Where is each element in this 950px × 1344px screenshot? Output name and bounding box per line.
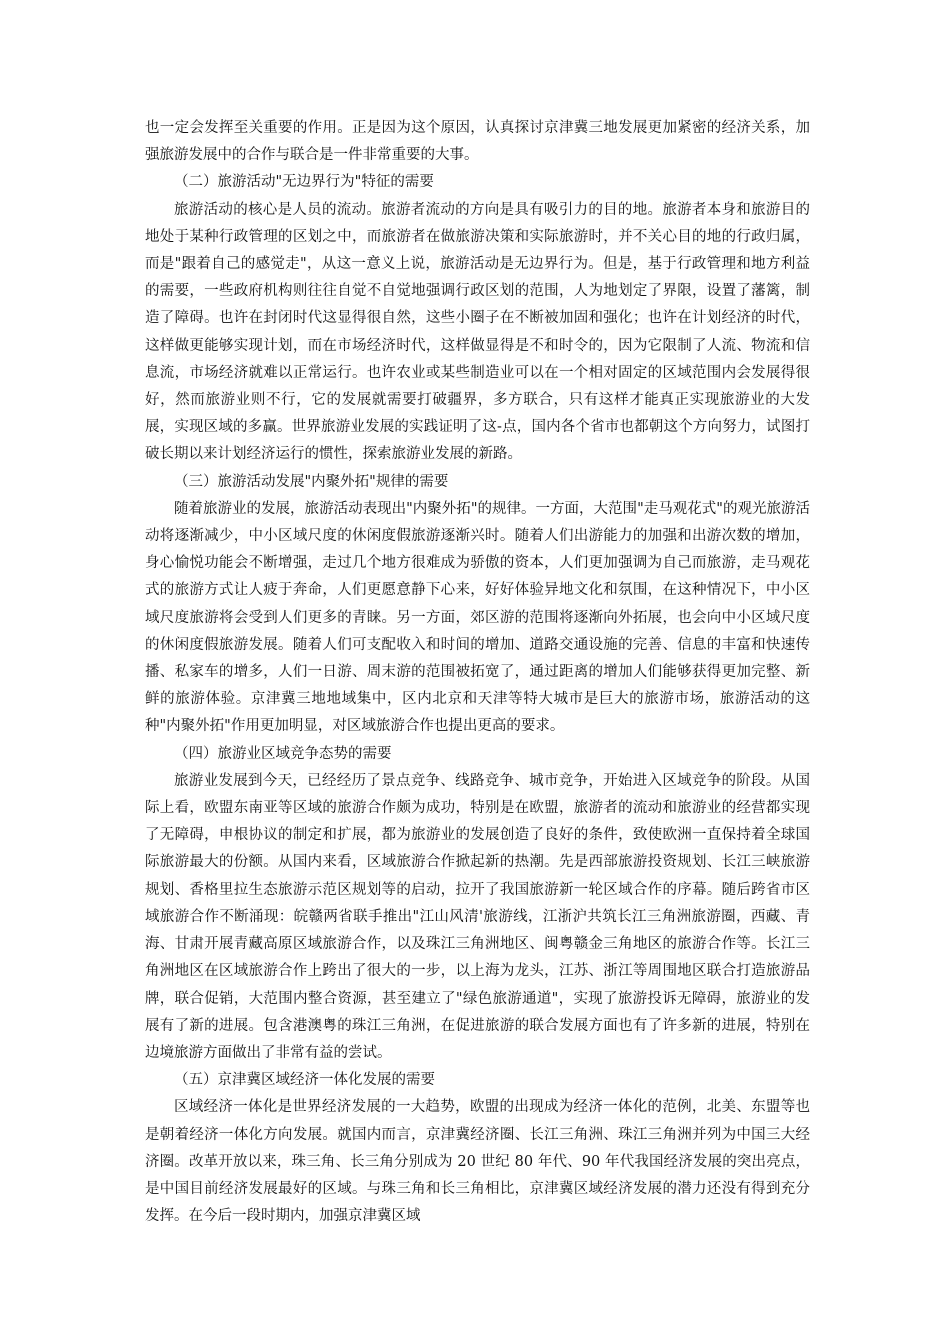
body-paragraph: 区域经济一体化是世界经济发展的一大趋势，欧盟的出现成为经济一体化的范例，北美、东盟等也是朝着经济一体化方向发展。就国内而言，京津冀经济圈、长江三角洲、珠江三角洲并列为中国三大经济圈。改革开放以来，珠三角、长三角分别成为 20 世纪 80 年代、90 年代我国经济发展的突出亮点，是中国目前经济发展最好的区域。与珠三角和长三角相比，京津冀区域经济发展的潜力还没有得到充分发挥。在今后一段时期内，加强京津冀区域 <box>145 1099 810 1225</box>
section-heading: （二）旅游活动"无边界行为"特征的需要 <box>174 174 434 191</box>
section-heading: （五）京津冀区域经济一体化发展的需要 <box>174 1072 435 1089</box>
body-paragraph: 旅游业发展到今天，已经经历了景点竞争、线路竞争、城市竞争，开始进入区域竞争的阶段。从国际上看，欧盟东南亚等区域的旅游合作颇为成功，特别是在欧盟，旅游者的流动和旅游业的经营都实现了无障碍，申根协议的制定和扩展，都为旅游业的发展创造了良好的条件，致使欧洲一直保持着全球国际旅游最大的份额。从国内来看，区域旅游合作掀起新的热潮。先是西部旅游投资规划、长江三峡旅游规划、香格里拉生态旅游示范区规划等的启动，拉开了我国旅游新一轮区域合作的序幕。随后跨省市区域旅游合作不断涌现：皖赣两省联手推出"江山风清'旅游线，江浙沪共筑长江三角洲旅游圈，西藏、青海、甘肃开展青藏高原区域旅游合作，以及珠江三角洲地区、闽粤赣金三角地区的旅游合作等。长江三角洲地区在区域旅游合作上跨出了很大的一步，以上海为龙头，江苏、浙江等周围地区联合打造旅游品牌，联合促销，大范围内整合资源，甚至建立了"绿色旅游通道"，实现了旅游投诉无障碍，旅游业的发展有了新的进展。包含港澳粤的珠江三角洲，在促进旅游的联合发展方面也有了许多新的进展，特别在边境旅游方面做出了非常有益的尝试。 <box>145 772 810 1061</box>
section-heading: （四）旅游业区域竞争态势的需要 <box>174 745 392 762</box>
section-heading: （三）旅游活动发展"内聚外拓"规律的需要 <box>174 473 449 490</box>
body-paragraph: 随着旅游业的发展，旅游活动表现出"内聚外拓"的规律。一方面，大范围"走马观花式"的观光旅游活动将逐渐减少，中小区域尺度的休闲度假旅游逐渐兴时。随着人们出游能力的加强和出游次数的增加，身心愉悦功能会不断增强，走过几个地方很难成为骄傲的资本，人们更加强调为自己而旅游，走马观花式的旅游方式让人疲于奔命，人们更愿意静下心来，好好体验异地文化和氛围，在这种情况下，中小区域尺度旅游将会受到人们更多的青睐。另一方面，郊区游的范围将逐渐向外拓展，也会向中小区域尺度的休闲度假旅游发展。随着人们可支配收入和时间的增加、道路交通设施的完善、信息的丰富和快速传播、私家车的增多，人们一日游、周末游的范围被拓宽了，通过距离的增加人们能够获得更加完整、新鲜的旅游体验。京津冀三地地域集中，区内北京和天津等特大城市是巨大的旅游市场，旅游活动的这种"内聚外拓"作用更加明显，对区域旅游合作也提出更高的要求。 <box>145 500 810 735</box>
body-paragraph: 也一定会发挥至关重要的作用。正是因为这个原因，认真探讨京津冀三地发展更加紧密的经济关系，加强旅游发展中的合作与联合是一件非常重要的大事。 <box>145 120 810 164</box>
body-paragraph: 旅游活动的核心是人员的流动。旅游者流动的方向是具有吸引力的目的地。旅游者本身和旅游目的地处于某种行政管理的区划之中，而旅游者在做旅游决策和实际旅游时，并不关心目的地的行政归属，而是"跟着自己的感觉走"，从这一意义上说，旅游活动是无边界行为。但是，基于行政管理和地方利益的需要，一些政府机构则往往自觉不自觉地强调行政区划的范围，人为地划定了界限，设置了藩篱，制造了障碍。也许在封闭时代这显得很自然，这些小圈子在不断被加固和强化；也许在计划经济的时代，这样做更能够实现计划，而在市场经济时代，这样做显得是不和时令的，因为它限制了人流、物流和信息流，市场经济就难以正常运行。也许农业或某些制造业可以在一个相对固定的区域范围内会发展得很好，然而旅游业则不行，它的发展就需要打破疆界，多方联合，只有这样才能真正实现旅游业的大发展，实现区域的多赢。世界旅游业发展的实践证明了这-点，国内各个省市也都朝这个方向努力，试图打破长期以来计划经济运行的惯性，探索旅游业发展的新路。 <box>145 201 810 463</box>
document-page <box>145 115 810 1230</box>
